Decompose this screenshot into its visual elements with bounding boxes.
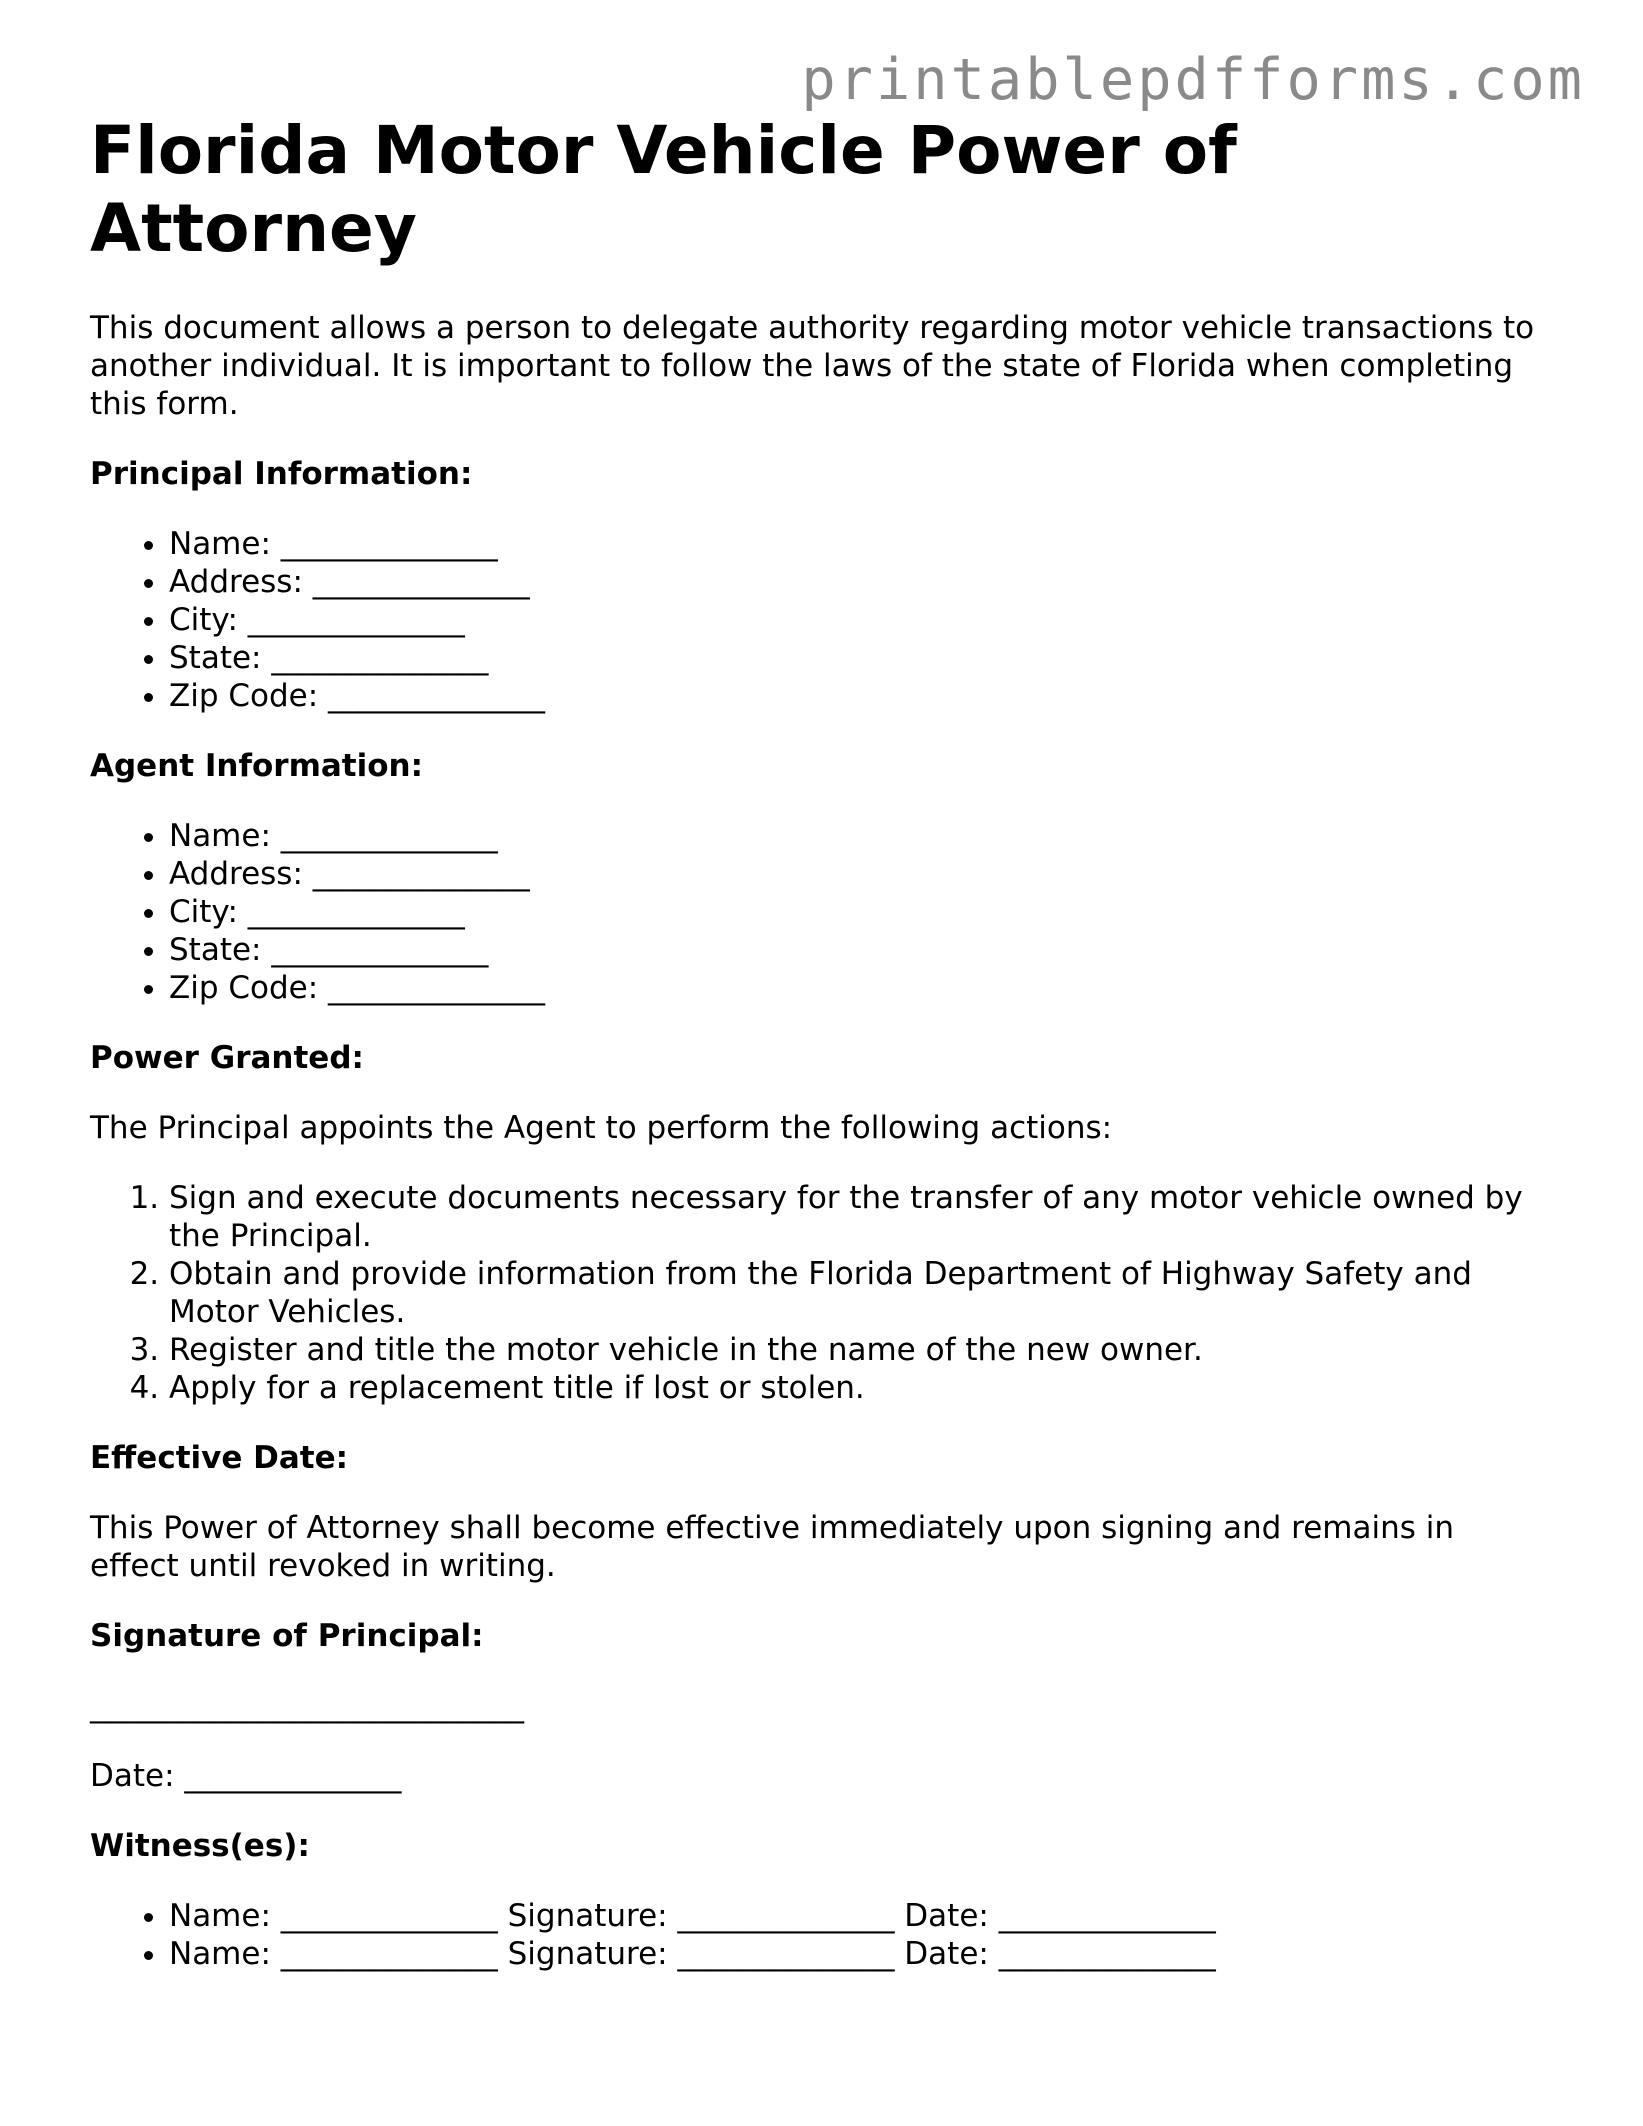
power-action-item: 4. Apply for a replacement title if lost or stolen.	[169, 1369, 1550, 1407]
witness-row[interactable]: • Name: ______________ Signature: ______________ Date: ______________	[169, 1897, 1550, 1935]
power-intro: The Principal appoints the Agent to perform the following actions:	[90, 1110, 1113, 1146]
witnesses-list	[90, 1897, 1550, 1973]
principal-signature-line[interactable]: ____________________________	[90, 1688, 524, 1724]
principal-city-field[interactable]: • City: ______________	[169, 601, 1550, 639]
agent-fields-list	[90, 817, 1550, 1007]
power-action-item: 2. Obtain and provide information from the Florida Department of Highway Safety and Motor Vehicles.	[169, 1255, 1550, 1331]
principal-zip-field[interactable]: • Zip Code: ______________	[169, 677, 1550, 715]
power-actions-list	[90, 1179, 1550, 1407]
effective-text: This Power of Attorney shall become effective immediately upon signing and remains in effect until revoked in writing.	[90, 1510, 1455, 1584]
intro-paragraph: This document allows a person to delegate authority regarding motor vehicle transactions to another individual. It is important to follow the laws of the state of Florida when completing this form.	[90, 310, 1535, 422]
signature-date-field[interactable]: Date: ______________	[90, 1758, 402, 1794]
power-action-item: 1. Sign and execute documents necessary for the transfer of any motor vehicle owned by the Principal.	[169, 1179, 1550, 1255]
power-action-item: 3. Register and title the motor vehicle in the name of the new owner.	[169, 1331, 1550, 1369]
principal-fields-list	[90, 525, 1550, 715]
agent-state-field[interactable]: • State: ______________	[169, 931, 1550, 969]
principal-heading: Principal Information:	[90, 456, 473, 492]
agent-address-field[interactable]: • Address: ______________	[169, 855, 1550, 893]
principal-address-field[interactable]: • Address: ______________	[169, 563, 1550, 601]
principal-state-field[interactable]: • State: ______________	[169, 639, 1550, 677]
agent-name-field[interactable]: • Name: ______________	[169, 817, 1550, 855]
signature-heading: Signature of Principal:	[90, 1618, 484, 1654]
witnesses-heading: Witness(es):	[90, 1828, 310, 1864]
page-title: Florida Motor Vehicle Power of Attorney	[90, 112, 1237, 267]
watermark: printablepdfforms.com	[801, 47, 1585, 113]
witness-row[interactable]: • Name: ______________ Signature: ______________ Date: ______________	[169, 1935, 1550, 1973]
document-body	[90, 112, 1550, 1973]
agent-city-field[interactable]: • City: ______________	[169, 893, 1550, 931]
power-heading: Power Granted:	[90, 1040, 364, 1076]
agent-heading: Agent Information:	[90, 748, 423, 784]
effective-heading: Effective Date:	[90, 1440, 349, 1476]
agent-zip-field[interactable]: • Zip Code: ______________	[169, 969, 1550, 1007]
principal-name-field[interactable]: • Name: ______________	[169, 525, 1550, 563]
